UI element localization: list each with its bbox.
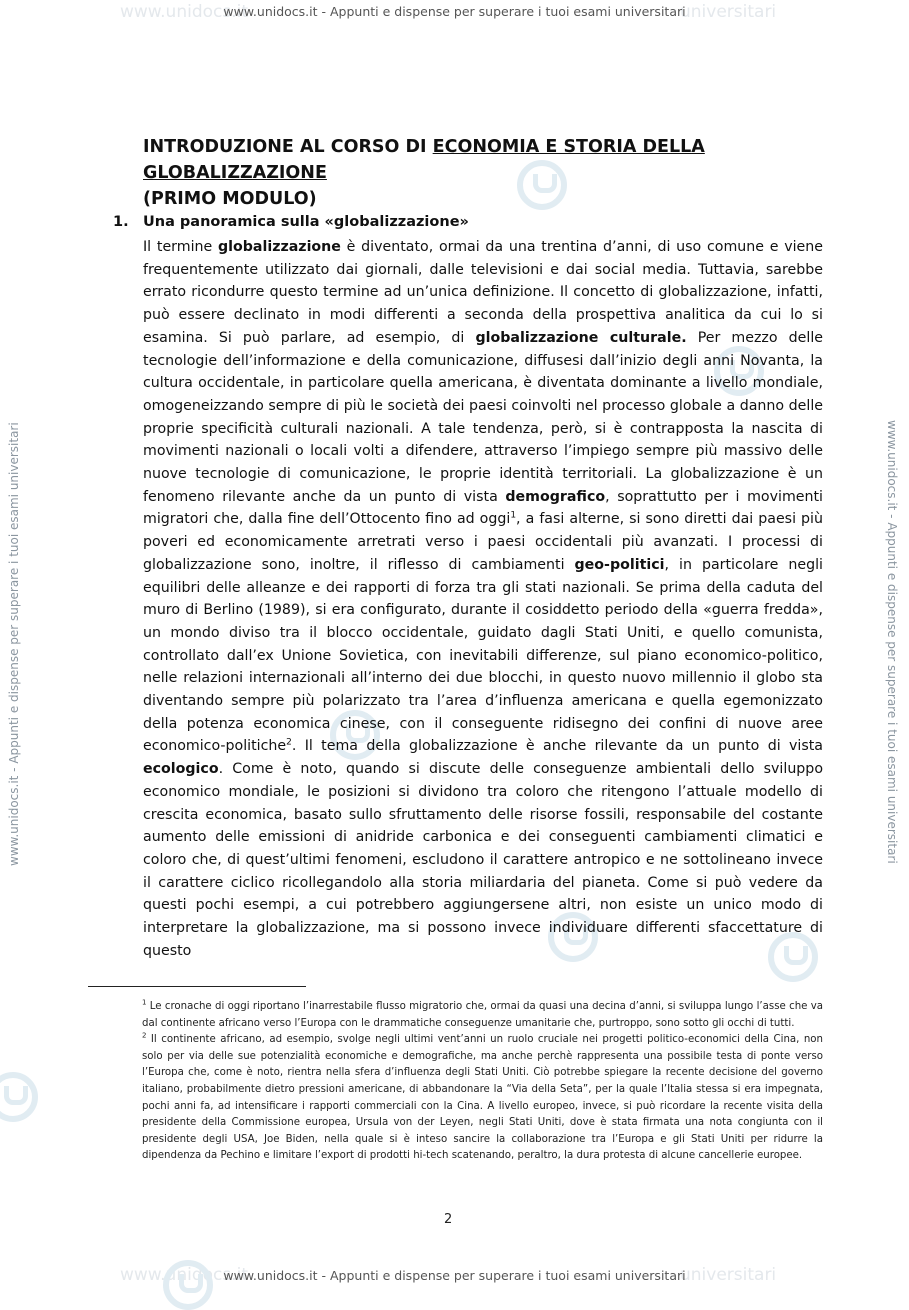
watermark-logo-icon — [163, 1260, 213, 1310]
title-underlined: ECONOMIA E STORIA DELLA GLOBALIZZAZIONE — [143, 137, 705, 183]
watermark-ghost-top-right: universitari — [680, 2, 777, 22]
footnote-1: $^1$ Le cronache di oggi riportano l’inarrestabile flusso migratorio che, ormai da quasi una decina d’anni, si sviluppa lungo l’asse che va dal continente africano verso l’Europa con le drammatiche conseguenze umanitarie che, purtroppo, sono sotto gli occhi di tutti. — [142, 998, 823, 1029]
watermark-ghost-top: www.unidocs.it — [120, 2, 249, 22]
title-prefix: INTRODUZIONE AL CORSO DI — [143, 137, 433, 157]
page-number: 2 — [444, 1212, 453, 1227]
footnote-separator — [88, 986, 306, 987]
watermark-ghost-bottom: www.unidocs.it — [120, 1265, 249, 1285]
watermark-right-side: www.unidocs.it - Appunti e dispense per superare i tuoi esami universitari — [885, 420, 899, 864]
footnotes — [142, 999, 823, 1165]
footnote-ref-2[interactable]: 2 — [286, 737, 292, 748]
section-number: 1. — [113, 214, 129, 230]
watermark-header: www.unidocs.it - Appunti e dispense per superare i tuoi esami universitari — [223, 4, 686, 19]
watermark-ghost-bottom-right: universitari — [680, 1265, 777, 1285]
title-suffix: (PRIMO MODULO) — [143, 189, 317, 209]
footnote-ref-1[interactable]: 1 — [510, 510, 517, 521]
watermark-left-side: www.unidocs.it - Appunti e dispense per superare i tuoi esami universitari — [7, 422, 21, 866]
watermark-footer: www.unidocs.it - Appunti e dispense per superare i tuoi esami universitari — [223, 1268, 686, 1283]
body-paragraph: Il termine globalizzazione è diventato, ormai da una trentina d’anni, di uso comune e viene frequentemente utilizzato dai giornali, dalle televisioni e dai social media. Tuttavia, sarebbe errato ricondurre questo termine ad un’unica definizione. Il concetto di globalizzazione, infatti, può essere declinato in modi differenti a seconda della prospettiva analitica da cui lo si esamina. Si può parlare, ad esempio, di globalizzazione culturale. Per mezzo delle tecnologie dell’informazione e della comunicazione, diffusesi dall’inizio degli anni Novanta, la cultura occidentale, in particolare quella americana, è diventata dominante a livello mondiale, omogeneizzando sempre di più le società dei paesi coinvolti nel processo globale a danno delle proprie specificità culturali nazionali. A tale tendenza, però, si è contrapposta la nascita di movimenti nazionali o locali volti a difendere, attraverso l’impiego sempre più massivo delle nuove tecnologie di comunicazione, le proprie identità territoriali. La globalizzazione è un fenomeno rilevante anche da un punto di vista demografico, soprattutto per i movimenti migratori che, dalla fine dell’Ottocento fino ad oggi$^1$, a fasi alterne, si sono diretti dai paesi più poveri ed economicamente arretrati verso i paesi occidentali più avanzati. I processi di globalizzazione sono, inoltre, il riflesso di cambiamenti geo-politici, in particolare negli equilibri delle alleanze e dei rapporti di forza tra gli stati nazionali. Se prima della caduta del muro di Berlino (1989), si era configurato, durante il cosiddetto periodo della «guerra fredda», un mondo diviso tra il blocco occidentale, guidato dagli Stati Uniti, e quello comunista, controllato dall’ex Unione Sovietica, con inevitabili differenze, sul piano economico-politico, nelle relazioni internazionali all’interno dei due blocchi, in questo nuovo millennio il globo sta diventando sempre più polarizzato tra l’area d’influenza americana e quella egemonizzato della potenza economica cinese, con il conseguente ridisegno dei confini di nuove aree economico-politiche$^2$. Il tema della globalizzazione è anche rilevante da un punto di vista ecologico. Come è noto, quando si discute delle conseguenze ambientali dello sviluppo economico mondiale, le posizioni si dividono tra coloro che ritengono l’attuale modello di crescita economica, basato sullo sfruttamento delle risorse fossili, responsabile del costante aumento delle emissioni di anidride carbonica e dei conseguenti cambiamenti climatici e coloro che, di quest’ultimi fenomeni, escludono il carattere antropico e ne sottolineano invece il carattere ciclico ricollegandolo alla storia miliardaria del pianeta. Come si può vedere da questi pochi esempi, a cui potrebbero aggiungersene altri, non esiste un unico modo di interpretare la globalizzazione, ma si possono invece individuare differenti sfaccettature di questo — [143, 239, 823, 959]
section-title: Una panoramica sulla «globalizzazione» — [143, 214, 469, 230]
watermark-logo-icon — [0, 1072, 38, 1122]
document-header — [143, 134, 823, 212]
page-title — [143, 134, 823, 212]
footnote-2: $^2$ Il continente africano, ad esempio, svolge negli ultimi vent’anni un ruolo cruciale nei progetti politico-economici della Cina, non solo per via delle sue potenzialità economiche e demografiche, ma anche perchè rappresenta una possibile testa di ponte verso l’Europa che, come è noto, rientra nella sfera d’influenza degli Stati Uniti. Ciò potrebbe spiegare la recente decisione del governo italiano, probabilmente dietro pressioni americane, di abbandonare la “Via della Seta”, per la quale l’Italia stessa si era impegnata, pochi anni fa, ad intensificare i rapporti commerciali con la Cina. A livello europeo, invece, si può ricordare la recente visita della presidente della Commissione europea, Ursula von der Leyen, negli Stati Uniti, dove è stata firmata una nota congiunta con il presidente degli USA, Joe Biden, nella quale si è inteso sancire la collaborazione tra l’Europa e gli Stati Uniti per ridurre la dipendenza da Pechino e limitare l’export di prodotti hi-tech scatenando, peraltro, la dura protesta di alcune cancellerie europee. — [142, 1031, 823, 1162]
